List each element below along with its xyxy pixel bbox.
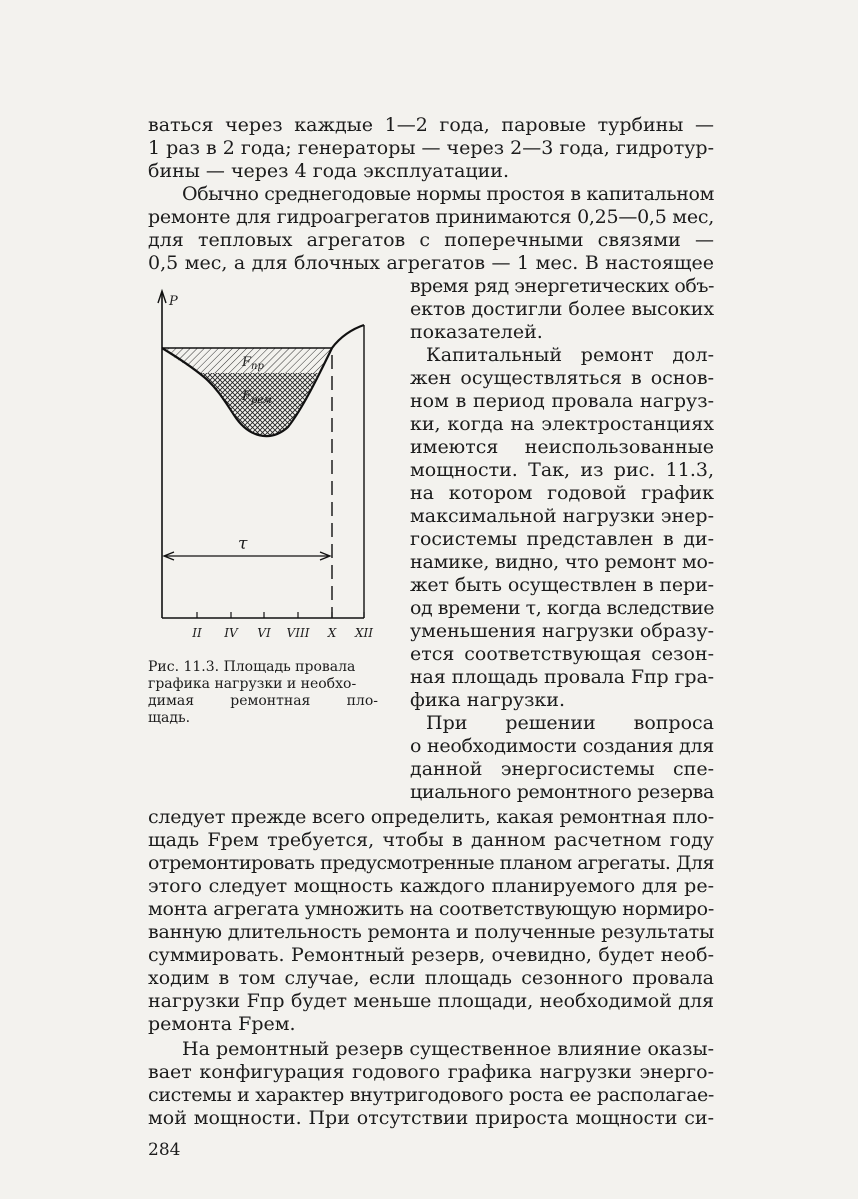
- text-line: госистемы представлен в ди-: [410, 528, 714, 550]
- text-line: имеются неиспользованные: [410, 436, 714, 458]
- text-line: максимальной нагрузки энер-: [410, 505, 714, 527]
- text-line: од времени τ, когда вследствие: [410, 597, 714, 619]
- text-line: бины — через 4 года эксплуатации.: [148, 160, 509, 182]
- text-line: жет быть осуществлен в пери-: [410, 574, 714, 596]
- figure-caption-line: графика нагрузки и необхо-: [148, 676, 357, 692]
- text-line: При решении вопроса: [426, 712, 714, 734]
- text-line: фика нагрузки.: [410, 689, 566, 711]
- figure-load-graph: [140, 285, 390, 655]
- text-line: 1 раз в 2 года; генераторы — через 2—3 года, гидротур-: [148, 137, 714, 159]
- text-line: Капитальный ремонт дол-: [426, 344, 714, 366]
- text-line: на котором годовой график: [410, 482, 714, 504]
- text-line: щадь Fрем требуется, чтобы в данном расчетном году: [148, 829, 714, 851]
- text-line: мой мощности. При отсутствии прироста мощности си-: [148, 1107, 714, 1129]
- text-line: Обычно среднегодовые нормы простоя в капитальном: [182, 183, 714, 205]
- text-line: мощности. Так, из рис. 11.3,: [410, 459, 714, 481]
- text-line: ная площадь провала Fпр гра-: [410, 666, 714, 688]
- text-line: время ряд энергетических объ-: [410, 275, 714, 297]
- month-tick-label: IV: [224, 626, 238, 640]
- text-line: 0,5 мес, а для блочных агрегатов — 1 мес. В настоящее: [148, 252, 714, 274]
- text-line: ремонта Fрем.: [148, 1013, 296, 1035]
- text-line: суммировать. Ремонтный резерв, очевидно, будет необ-: [148, 944, 714, 966]
- text-line: ваться через каждые 1—2 года, паровые турбины —: [148, 114, 714, 136]
- text-line: уменьшения нагрузки образу-: [410, 620, 714, 642]
- text-line: ки, когда на электростанциях: [410, 413, 714, 435]
- text-line: На ремонтный резерв существенное влияние оказы-: [182, 1038, 714, 1060]
- text-line: жен осуществляться в основ-: [410, 367, 714, 389]
- text-line: монта агрегата умножить на соответствующую нормиро-: [148, 898, 714, 920]
- y-axis-label: P: [169, 294, 178, 309]
- text-line: ектов достигли более высоких: [410, 298, 714, 320]
- text-line: ходим в том случае, если площадь сезонного провала: [148, 967, 714, 989]
- text-line: показателей.: [410, 321, 543, 343]
- area-frem-label: $F_{рем}$: [242, 389, 272, 406]
- text-line: ванную длительность ремонта и полученные результаты: [148, 921, 714, 943]
- text-line: ется соответствующая сезон-: [410, 643, 714, 665]
- x-ticks: [197, 612, 364, 618]
- text-line: отремонтировать предусмотренные планом агрегаты. Для: [148, 852, 714, 874]
- text-line: намике, видно, что ремонт мо-: [410, 551, 714, 573]
- tau-label: τ: [238, 534, 248, 554]
- figure-caption-line: димая ремонтная пло-: [148, 693, 378, 709]
- text-line: этого следует мощность каждого планируемого для ре-: [148, 875, 714, 897]
- text-line: для тепловых агрегатов с поперечными связями —: [148, 229, 714, 251]
- month-tick-label: VIII: [286, 626, 310, 640]
- text-line: следует прежде всего определить, какая ремонтная пло-: [148, 806, 714, 828]
- text-line: данной энергосистемы спе-: [410, 758, 714, 780]
- figure-caption-line: щадь.: [148, 710, 191, 726]
- month-tick-label: XII: [354, 626, 374, 640]
- text-line: ном в период провала нагруз-: [410, 390, 714, 412]
- month-tick-label: II: [192, 626, 202, 640]
- text-line: системы и характер внутригодового роста ее располагае-: [148, 1084, 714, 1106]
- month-tick-label: X: [327, 626, 337, 640]
- text-line: нагрузки Fпр будет меньше площади, необходимой для: [148, 990, 714, 1012]
- text-line: циального ремонтного резерва: [410, 781, 714, 803]
- text-line: о необходимости создания для: [410, 735, 714, 757]
- area-fpr-label: $F_{пр}$: [242, 355, 264, 372]
- text-line: вает конфигурация годового графика нагрузки энерго-: [148, 1061, 714, 1083]
- figure-caption-line: Рис. 11.3. Площадь провала: [148, 659, 356, 675]
- page-number: 284: [148, 1140, 181, 1160]
- text-line: ремонте для гидроагрегатов принимаются 0,25—0,5 мес,: [148, 206, 714, 228]
- month-tick-label: VI: [257, 626, 271, 640]
